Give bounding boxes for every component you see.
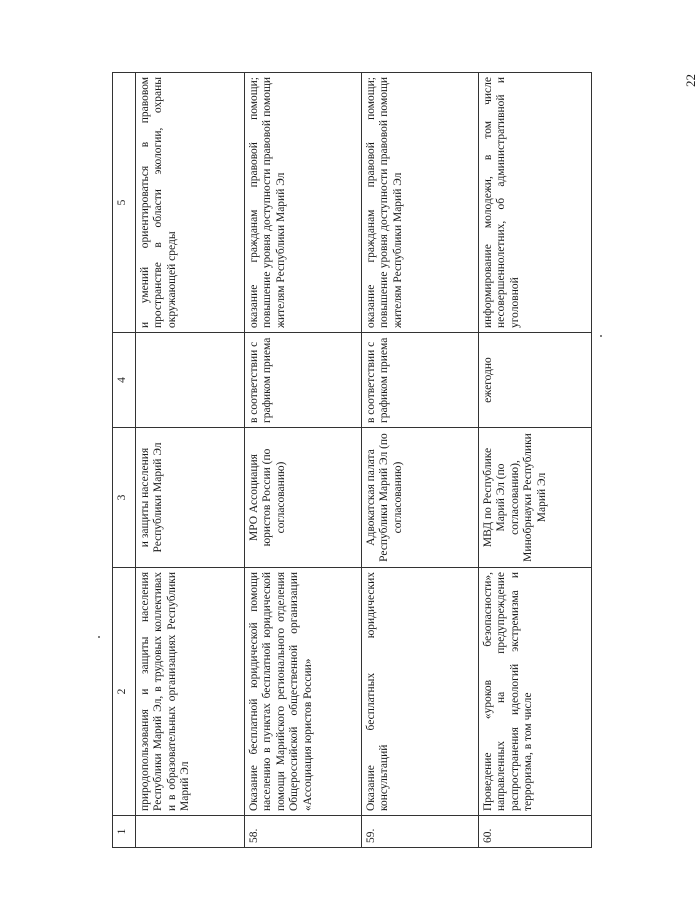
scan-speck — [600, 335, 602, 337]
col-header-2: 2 — [113, 568, 136, 816]
row-number: 58. — [244, 816, 361, 848]
executor-cell: Адвокатская палата Республики Марий Эл (по согласованию) — [361, 428, 478, 568]
result-cell: оказание гражданам правовой помощи; повышение уровня доступности правовой помощи жителям Республики Марий Эл — [244, 73, 361, 333]
scan-speck — [98, 636, 100, 638]
executor-cell: и защиты населения Республики Марий Эл — [135, 428, 244, 568]
executor-cell: МВД по Республике Марий Эл (по согласованию), Минобрнауки Республики Марий Эл — [478, 428, 591, 568]
table-row — [135, 73, 244, 848]
table-row — [244, 73, 361, 848]
row-number: 60. — [478, 816, 591, 848]
result-cell: и умений ориентироваться в правовом пространстве в области экологии, охраны окружающей среды — [135, 73, 244, 333]
event-cell: Оказание бесплатной юридической помощи населению в пунктах бесплатной юридической помощи Марийского регионального отделения Общероссийской общественной организации «Ассоциация юристов России» — [244, 568, 361, 816]
term-cell: ежегодно — [478, 333, 591, 428]
col-header-5: 5 — [113, 73, 136, 333]
executor-cell: МРО Ассоциация юристов России (по согласованию) — [244, 428, 361, 568]
result-cell: оказание гражданам правовой помощи; повышение уровня доступности правовой помощи жителям Республики Марий Эл — [361, 73, 478, 333]
col-header-1: 1 — [113, 816, 136, 848]
result-cell: информирование молодежи, в том числе несовершеннолетних, об административной и уголовной — [478, 73, 591, 333]
term-cell — [135, 333, 244, 428]
table-row — [361, 73, 478, 848]
term-cell: в соответствии с графиком приема — [361, 333, 478, 428]
table-row — [478, 73, 591, 848]
events-table — [112, 72, 592, 848]
col-header-4: 4 — [113, 333, 136, 428]
event-cell: Оказание бесплатных юридических консультаций — [361, 568, 478, 816]
event-cell: природопользования и защиты населения Республики Марий Эл, в трудовых коллективах и в образовательных организациях Республики Марий Эл — [135, 568, 244, 816]
term-cell: в соответствии с графиком приема — [244, 333, 361, 428]
rotated-page-content — [112, 73, 568, 848]
row-number: 59. — [361, 816, 478, 848]
page-number: 22 — [683, 74, 698, 87]
col-header-3: 3 — [113, 428, 136, 568]
column-number-row — [113, 73, 136, 848]
row-number — [135, 816, 244, 848]
event-cell: Проведение «уроков безопасности», направленных на предупреждение распространения идеологий экстремизма и терроризма, в том числе — [478, 568, 591, 816]
